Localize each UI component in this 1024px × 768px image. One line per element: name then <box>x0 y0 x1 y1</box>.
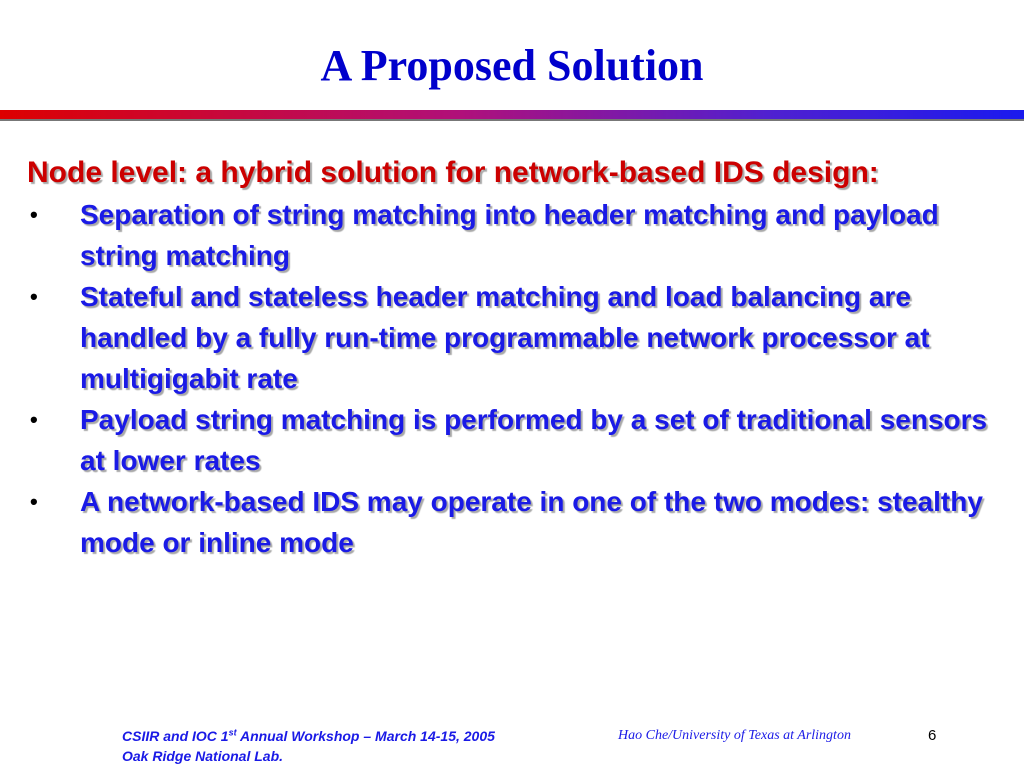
footer-workshop-line <box>122 726 495 746</box>
bullet-list <box>27 194 1002 563</box>
bullet-text: Stateful and stateless header matching and load balancing are handled by a fully run-time programmable network processor at multigigabit rate <box>80 281 930 394</box>
slide-title: A Proposed Solution <box>320 41 704 90</box>
slide-footer <box>122 726 952 766</box>
footer-workshop-prefix: CSIIR and IOC 1 <box>122 728 229 744</box>
footer-workshop-ordinal: st <box>228 727 237 738</box>
intro-heading: Node level: a hybrid solution for network-based IDS design: <box>27 156 879 189</box>
footer-location: Oak Ridge National Lab. <box>122 748 284 764</box>
bullet-item <box>27 194 1002 276</box>
bullet-icon: • <box>30 284 38 309</box>
bullet-icon: • <box>30 489 38 514</box>
bullet-text: A network-based IDS may operate in one of the two modes: stealthy mode or inline mode <box>80 486 983 558</box>
bullet-item <box>27 276 1002 399</box>
footer-workshop-info <box>122 726 495 766</box>
slide-content <box>27 152 1002 563</box>
bullet-text: Payload string matching is performed by a set of traditional sensors at lower rates <box>80 404 988 476</box>
footer-workshop-suffix: Annual Workshop – March 14-15, 2005 <box>236 728 495 744</box>
title-divider <box>0 110 1024 119</box>
bullet-item <box>27 481 1002 563</box>
page-number: 6 <box>928 727 937 744</box>
bullet-icon: • <box>30 407 38 432</box>
bullet-text: Separation of string matching into header matching and payload string matching <box>80 199 939 271</box>
bullet-item <box>27 399 1002 481</box>
bullet-icon: • <box>30 202 38 227</box>
footer-author: Hao Che/University of Texas at Arlington <box>618 728 851 743</box>
